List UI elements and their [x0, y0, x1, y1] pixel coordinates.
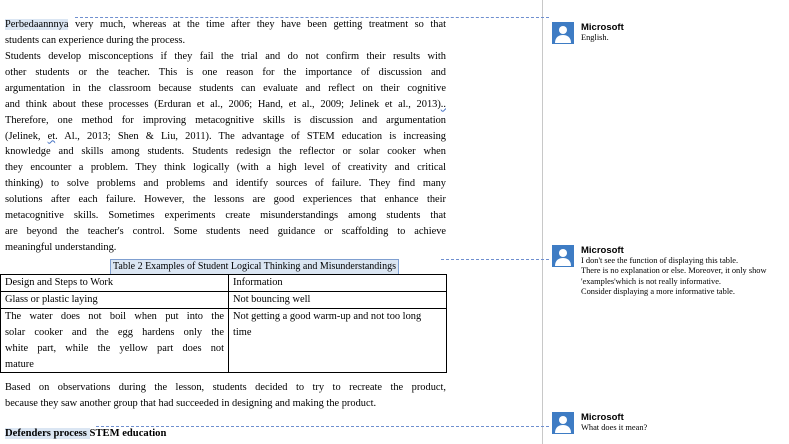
table-cell: Not bouncing well — [229, 291, 447, 308]
comment-connector — [96, 426, 549, 427]
table-row — [1, 291, 447, 308]
paragraph-2: Students develop misconceptions if they fail the trial and do not confirm their results with other students or the teacher. This is one reason for the importance of discussion and argumentation in the classroom because students can evaluate and reflect on their cognitive and think about these processes (Erduran et al., 2006; Hand, et al., 2009; Jelinek et al., 2013).. Therefore, one method for improving metacognitive skills is discussion and argumentation (Jelinek, et. Al., 2013; Shen & Liu, 2011). The advantage of STEM education is increasing knowledge and skills among students. Students redesign the reflector or solar cooker when they encounter a problem. They think logically (with a high level of creativity and critical thinking) to solve problems and problems and identify sources of failure. They find many solutions after each failure. However, the lessons are good experiences that enhance their metacognitive skills. Sometimes experiments create misunderstandings among students that are beyond the teacher's control. Some students need guidance or scaffolding to achieve meaningful understanding. — [5, 51, 446, 253]
comment-pane — [543, 0, 789, 444]
examples-table — [0, 274, 447, 373]
table-row — [1, 308, 447, 373]
commented-heading-text[interactable]: Defenders process — [5, 428, 90, 439]
user-avatar-icon — [552, 22, 574, 44]
comment-author: Microsoft — [581, 412, 624, 423]
user-avatar-icon — [552, 412, 574, 434]
comment-connector — [75, 17, 549, 18]
comment-author: Microsoft — [581, 245, 624, 256]
comment-author: Microsoft — [581, 22, 624, 33]
comment-1[interactable] — [552, 22, 789, 52]
user-avatar-icon — [552, 245, 574, 267]
table-header-row — [1, 275, 447, 292]
table-cell: Not getting a good warm-up and not too long time — [229, 308, 447, 373]
comment-2[interactable] — [552, 245, 789, 305]
comment-connector — [441, 259, 549, 260]
paragraph-3: Based on observations during the lesson, students decided to try to recreate the product, because they saw another group that had succeeded in designing and making the product. — [5, 382, 446, 409]
table-caption[interactable]: Table 2 Examples of Student Logical Thinking and Misunderstandings — [110, 259, 399, 275]
table-cell: Glass or plastic laying — [1, 291, 229, 308]
comment-3[interactable] — [552, 412, 789, 442]
comment-body: I don't see the function of displaying this table. There is no explanation or else. Moreover, it only show 'examples'which is not really informative. Consider displaying a more informative table. — [581, 256, 767, 297]
section-heading: Defenders process STEM education — [5, 428, 167, 439]
comment-body: English. — [581, 33, 609, 42]
comment-body: What does it mean? — [581, 423, 648, 432]
commented-word[interactable]: Perbedaannnya — [5, 19, 69, 30]
paragraph-1: Perbedaannnya very much, whereas at the time after they have been getting treatment so that students can experience during the process. — [5, 19, 446, 46]
table-cell: Information — [229, 275, 447, 292]
table-cell: Design and Steps to Work — [1, 275, 229, 292]
table-cell: The water does not boil when put into the solar cooker and the egg hardens only the white part, while the yellow part does not mature — [1, 308, 229, 373]
